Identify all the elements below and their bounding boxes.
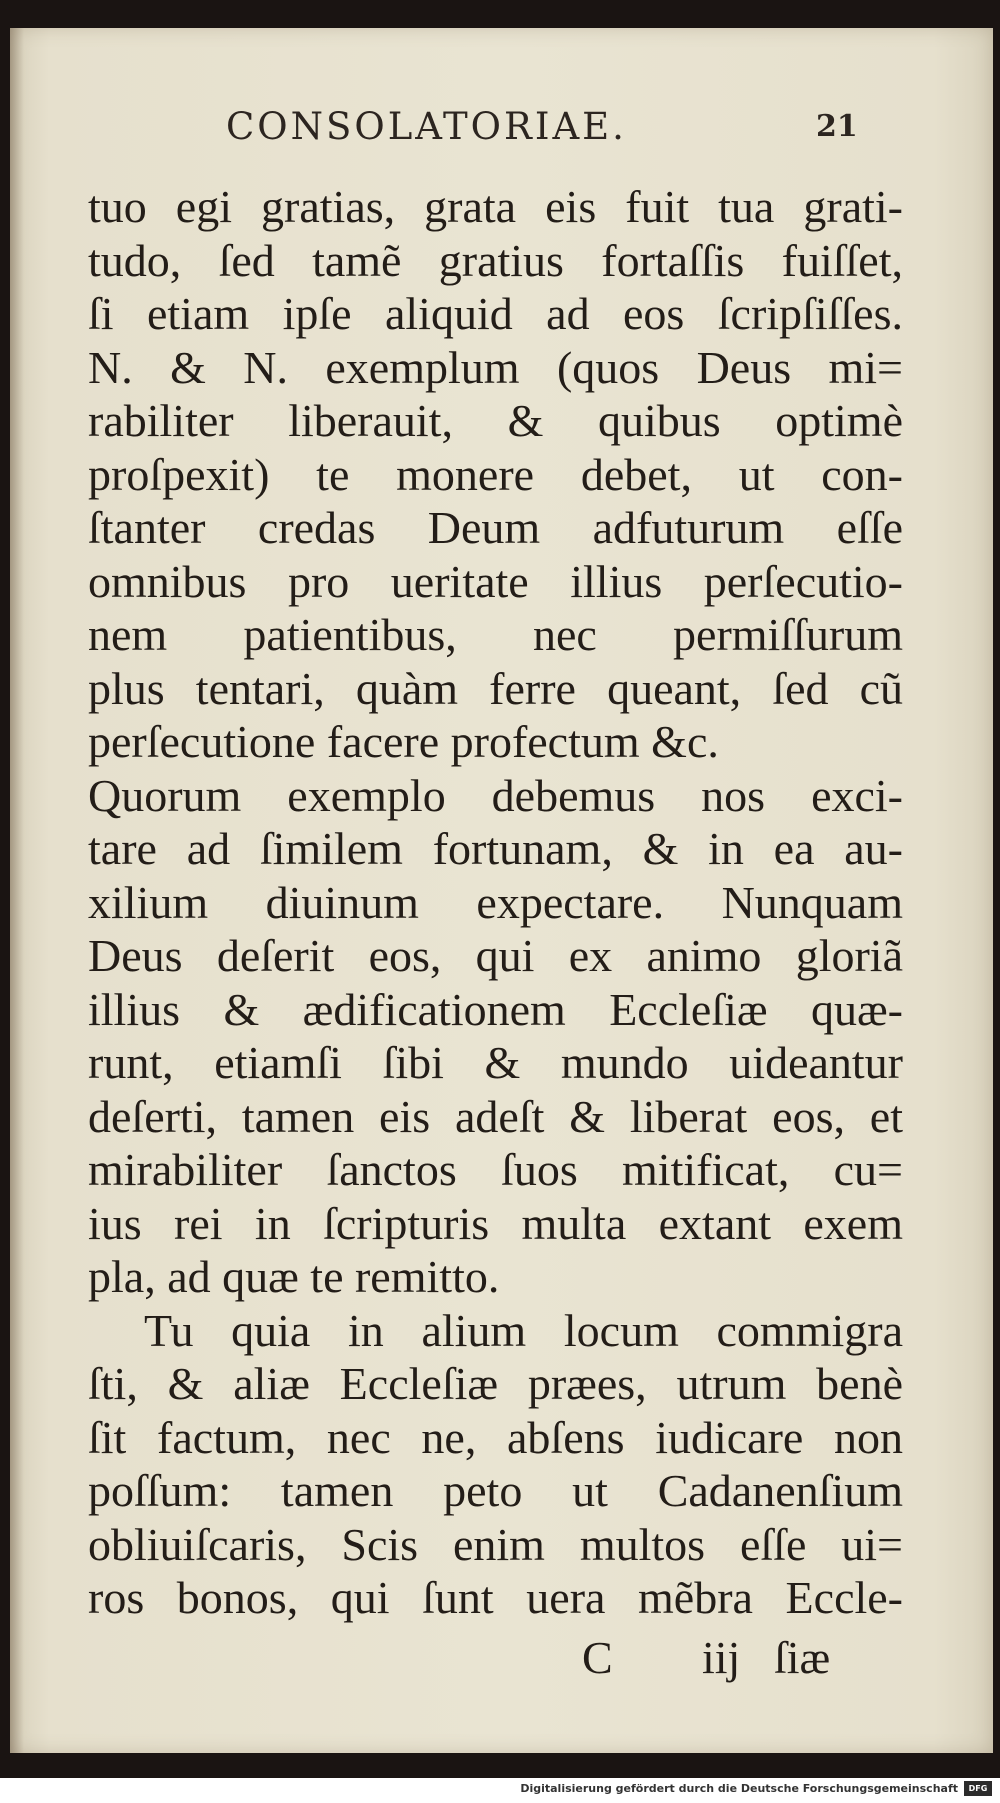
text-line: plus tentari, quàm ferre queant, ſed cũ — [88, 662, 903, 714]
dfg-logo-icon: DFG — [964, 1781, 992, 1796]
text-line: ſi etiam ipſe aliquid ad eos ſcripſiſſes. — [88, 288, 903, 339]
text-line: mirabiliter ſanctos ſuos mitificat, cu= — [88, 1144, 903, 1195]
text-line: ros bonos, qui ſunt uera mẽbra Eccle- — [88, 1572, 903, 1623]
text-line: ſtanter credas Deum adfuturum eſſe — [88, 502, 903, 553]
text-line: poſſum: tamen peto ut Cadanenſium — [88, 1465, 903, 1516]
footer-bar — [0, 1778, 1000, 1803]
text-line: Quorum exemplo debemus nos exci- — [88, 769, 903, 821]
text-line: rabiliter liberauit, & quibus optimè — [88, 395, 903, 446]
text-line: illius & ædificationem Eccleſiæ quæ- — [88, 983, 903, 1035]
text-line: ius rei in ſcripturis multa extant exem — [88, 1197, 903, 1249]
text-line: pla, ad quæ te remitto. — [88, 1251, 500, 1302]
text-line: tare ad ſimilem fortunam, & in ea au- — [88, 823, 903, 874]
signature-mark: C — [582, 1632, 613, 1683]
text-line: runt, etiamſi ſibi & mundo uideantur — [88, 1037, 903, 1088]
text-line: xilium diuinum expectare. Nunquam — [88, 876, 903, 928]
text-line: tudo, ſed tamẽ gratius fortaſſis fuiſſet, — [88, 234, 903, 286]
body-text — [88, 180, 903, 1625]
text-line: obliuiſcaris, Scis enim multos eſſe ui= — [88, 1518, 903, 1570]
text-line: N. & N. exemplum (quos Deus mi= — [88, 341, 903, 393]
text-line: ſti, & aliæ Eccleſiæ præes, utrum benè — [88, 1358, 903, 1409]
funding-credit: Digitalisierung gefördert durch die Deutsche Forschungsgemeinschaft — [520, 1782, 958, 1795]
page-number: 21 — [816, 109, 858, 144]
text-line: ſit factum, nec ne, abſens iudicare non — [88, 1411, 903, 1463]
running-head — [0, 102, 1000, 152]
text-line: Deus deſerit eos, qui ex animo gloriã — [88, 930, 903, 981]
running-title: CONSOLATORIAE. — [226, 105, 627, 148]
text-line: perſecutione facere profectum &c. — [88, 716, 719, 767]
spine-shadow — [10, 28, 24, 1753]
text-line: tuo egi gratias, grata eis fuit tua grati- — [88, 181, 903, 232]
text-line: omnibus pro ueritate illius perſecutio- — [88, 555, 903, 607]
text-line: Tu quia in alium locum commigra — [144, 1304, 903, 1356]
text-line: proſpexit) te monere debet, ut con- — [88, 448, 903, 500]
catchword: ſiæ — [774, 1632, 831, 1683]
signature-leaf-number: iij — [702, 1632, 741, 1683]
text-line: nem patientibus, nec permiſſurum — [88, 609, 903, 660]
signature-line — [0, 1630, 1000, 1686]
text-line: deſerti, tamen eis adeſt & liberat eos, et — [88, 1090, 903, 1142]
